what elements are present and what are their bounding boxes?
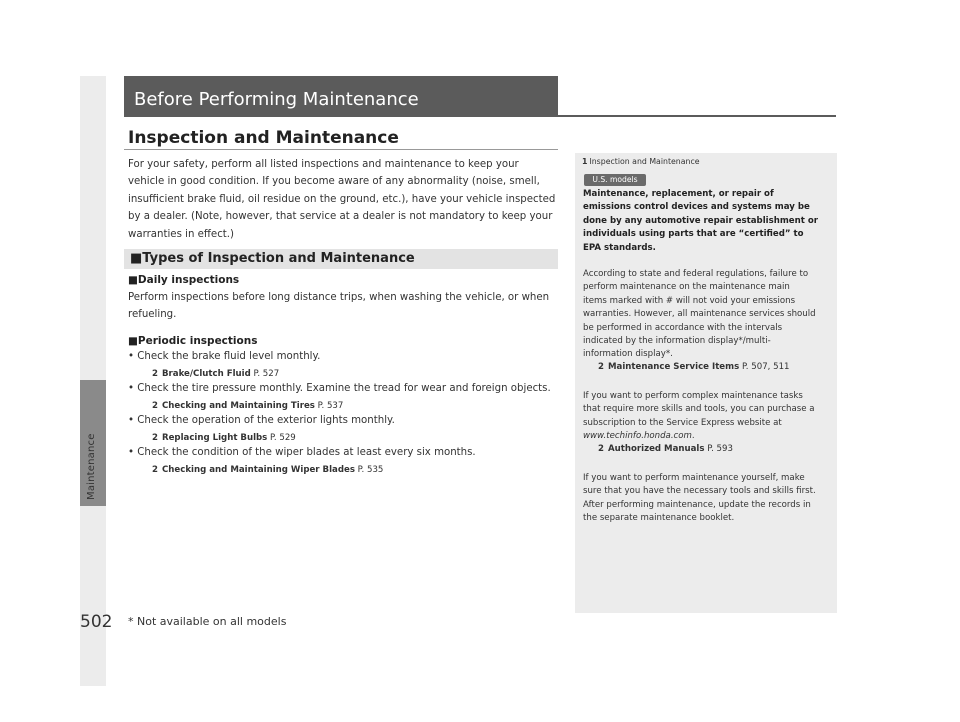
arrow-icon: 2 — [152, 369, 158, 379]
arrow-icon: 2 — [152, 401, 158, 411]
cross-reference-link[interactable]: 2 Checking and Maintaining Tires P. 537 — [152, 401, 344, 411]
note-marker-icon: 1 — [582, 157, 588, 166]
inspection-item: • Check the brake fluid level monthly. — [128, 351, 321, 362]
emissions-notice: Maintenance, replacement, or repair of emissions control devices and systems may be done by any automotive repair establishment or individuals using parts that are “certified” to EPA standards. — [583, 189, 818, 253]
section-heading: Inspection and Maintenance — [128, 128, 399, 148]
subheading-bar — [124, 249, 558, 269]
cross-reference-link[interactable]: 2 Replacing Light Bulbs P. 529 — [152, 433, 296, 443]
arrow-icon: 2 — [152, 433, 158, 443]
inspection-item: • Check the condition of the wiper blades at least every six months. — [128, 447, 476, 458]
page-number: 502 — [80, 612, 113, 632]
daily-inspections-title: ■Daily inspections — [128, 274, 240, 286]
techinfo-url: www.techinfo.honda.com — [583, 431, 692, 442]
inspection-item: • Check the tire pressure monthly. Examine the tread for wear and foreign objects. — [128, 383, 551, 394]
authorized-manuals-link[interactable]: 2 Authorized Manuals P. 593 — [598, 444, 733, 454]
intro-paragraph: For your safety, perform all listed inspections and maintenance to keep your vehicle in good condition. If you become aware of any abnormality (noise, smell, insufficient brake fluid, oil residue on the ground, etc.), have your vehicle inspected by a dealer. (Note, however, that service at a dealer is not mandatory to keep your warranties in effect.) — [128, 159, 556, 240]
cross-reference-link[interactable]: 2 Brake/Clutch Fluid P. 527 — [152, 369, 280, 379]
diy-maintenance-paragraph: If you want to perform maintenance yourself, make sure that you have the necessary tools and skills first. After performing maintenance, update the records in the separate maintenance booklet. — [583, 473, 816, 524]
arrow-icon: 2 — [598, 362, 604, 372]
title-rule — [124, 115, 836, 117]
heading-rule — [124, 149, 558, 150]
footnote: * Not available on all models — [128, 615, 287, 628]
chapter-title-bar — [124, 76, 558, 116]
periodic-inspections-title: ■Periodic inspections — [128, 335, 258, 347]
regulations-paragraph: According to state and federal regulations, failure to perform maintenance on the maintenance main items marked with # will not void your emissions warranties. However, all maintenance services should be performed in accordance with the intervals indicated by the information display*/multi- information display*. — [583, 269, 816, 360]
chapter-title: Before Performing Maintenance — [134, 89, 419, 110]
service-express-paragraph: If you want to perform complex maintenance tasks that require more skills and tools, you can purchase a subscription to the Service Express website at www.techinfo.honda.com. — [583, 391, 815, 442]
section-label: Maintenance — [86, 433, 97, 500]
daily-inspections-text: Perform inspections before long distance trips, when washing the vehicle, or when refueling. — [128, 292, 550, 320]
arrow-icon: 2 — [152, 465, 158, 475]
sidebar-heading: 1 Inspection and Maintenance — [582, 157, 700, 166]
cross-reference-link[interactable]: 2 Checking and Maintaining Wiper Blades P. 535 — [152, 465, 384, 475]
inspection-item: • Check the operation of the exterior lights monthly. — [128, 415, 395, 426]
maintenance-service-items-link[interactable]: 2 Maintenance Service Items P. 507, 511 — [598, 362, 790, 372]
us-models-badge: U.S. models — [584, 174, 646, 186]
section-tab-strip — [80, 76, 106, 686]
subheading: ■Types of Inspection and Maintenance — [130, 251, 415, 266]
arrow-icon: 2 — [598, 444, 604, 454]
